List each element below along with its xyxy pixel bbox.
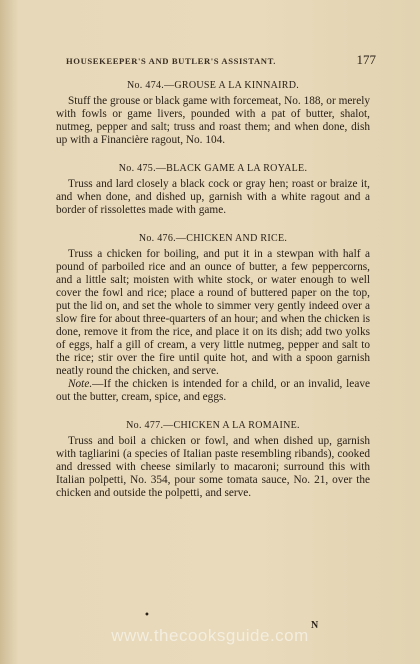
note-text: —If the chicken is intended for a child, or an invalid, leave out the butter, cream, spice, and eggs. bbox=[56, 378, 370, 403]
running-title: HOUSEKEEPER'S AND BUTLER'S ASSISTANT. bbox=[66, 56, 277, 66]
page-header bbox=[66, 52, 376, 70]
recipe-title: No. 474.—GROUSE A LA KINNAIRD. bbox=[126, 80, 300, 91]
note-label: Note. bbox=[68, 378, 93, 390]
recipe-title: No. 475.—BLACK GAME A LA ROYALE. bbox=[118, 163, 308, 174]
page-body bbox=[56, 80, 370, 500]
watermark: www.thecooksguide.com bbox=[111, 626, 309, 645]
recipe-477 bbox=[56, 420, 370, 500]
recipe-text: Truss and boil a chicken or fowl, and when dished up, garnish with tagliarini (a species of Italian paste resembling ribands), cooked and dressed with cheese similarly to macaroni; surround this with Italian polpetti, No. 354, pour some tomata sauce, No. 21, over the chicken and outside the polpetti, and serve. bbox=[56, 435, 370, 499]
recipe-474 bbox=[56, 80, 370, 147]
recipe-text: Truss and lard closely a black cock or gray hen; roast or braize it, and when done, and dished up, garnish with a white ragout and a border of rissolettes made with game. bbox=[56, 178, 370, 216]
page-number: 177 bbox=[356, 52, 376, 67]
recipe-text: Truss a chicken for boiling, and put it in a stewpan with half a pound of parboiled rice and an ounce of butter, a few peppercorns, and a little salt; moisten with white stock, or water enough to well cover the fowl and rice; place a round of buttered paper on the top, put the lid on, and set the whole to simmer very gently indeed over a slow fire for about three-quarters of an hour; and when the chicken is done, remove it from the rice, and place it on its dish; add two yolks of eggs, half a gill of cream, a very little nutmeg, pepper and salt to the rice; stir over the fire until quite hot, and with a spoon garnish neatly round the chicken, and serve. bbox=[56, 248, 370, 377]
recipe-title: No. 476.—CHICKEN AND RICE. bbox=[138, 233, 288, 244]
recipe-475 bbox=[56, 163, 370, 217]
recipe-title: No. 477.—CHICKEN A LA ROMAINE. bbox=[126, 420, 300, 431]
recipe-note bbox=[56, 378, 370, 404]
recipe-476 bbox=[56, 233, 370, 404]
footer-dot: • bbox=[144, 610, 150, 621]
signature-mark: N bbox=[311, 620, 319, 631]
recipe-text: Stuff the grouse or black game with forcemeat, No. 188, or merely with fowls or game livers, pounded with a pat of butter, shalot, nutmeg, pepper and salt; truss and roast them; and when done, dish up with a Financière ragout, No. 104. bbox=[56, 95, 370, 146]
